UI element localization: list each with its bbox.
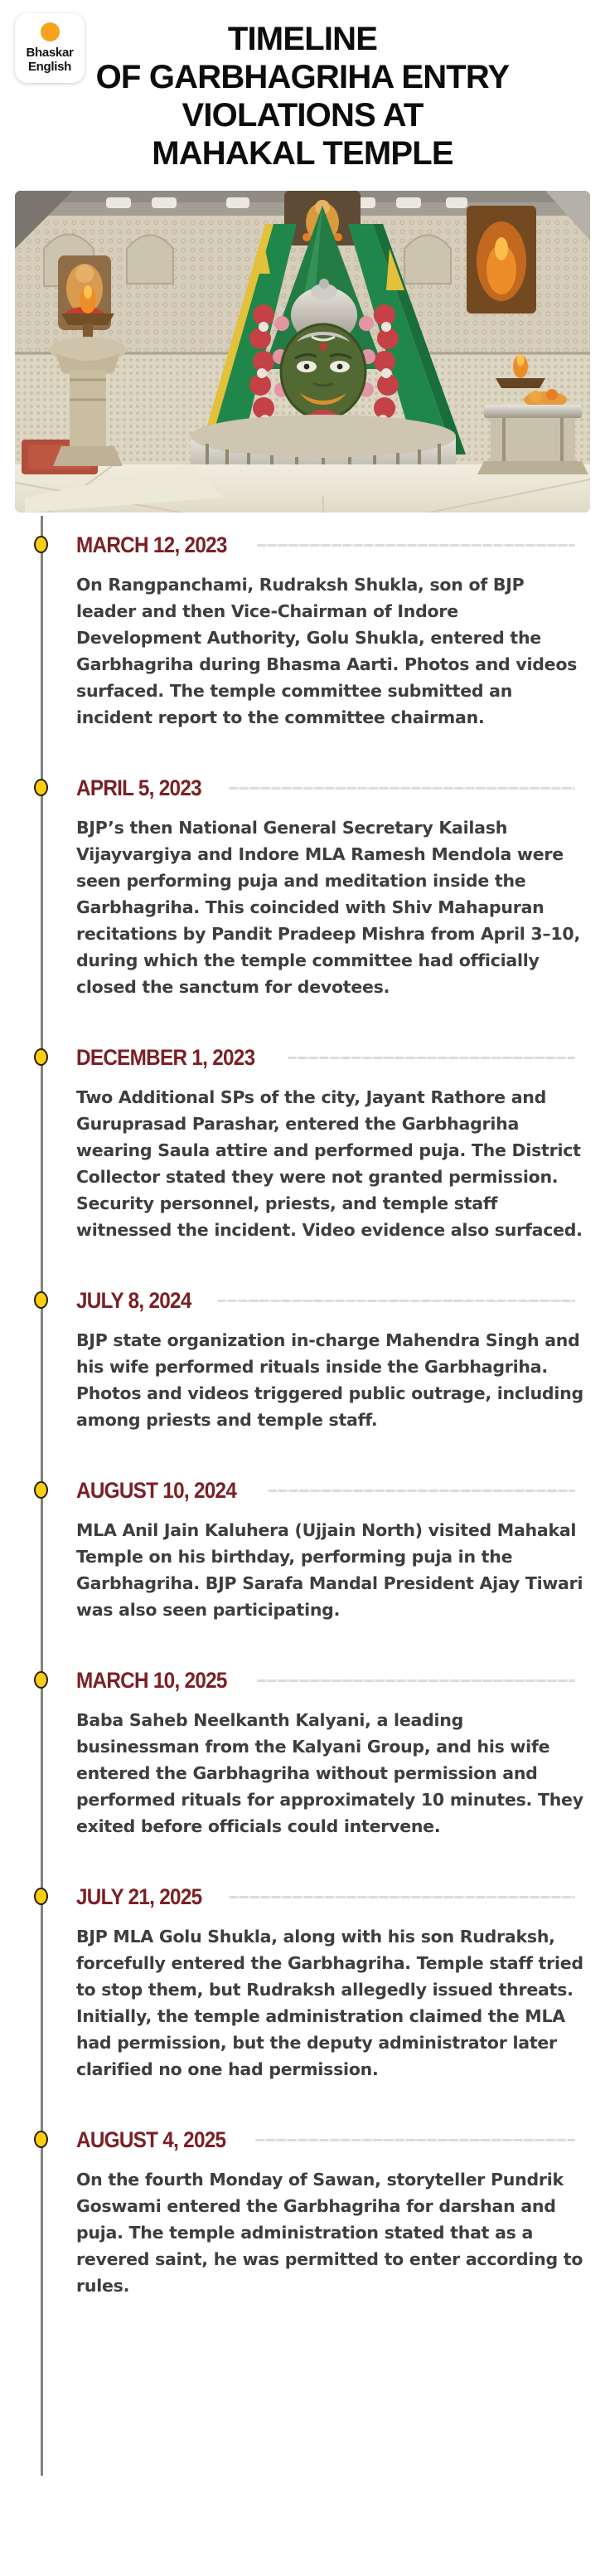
timeline-entry-5 (76, 1478, 585, 1623)
logo-text-line1: Bhaskar (26, 46, 74, 60)
timeline-entry-3 (76, 1045, 585, 1243)
timeline-bullet-icon (34, 779, 48, 796)
entry-date: AUGUST 4, 2025 (76, 2127, 226, 2152)
title-line-2: OF GARBHAGRIHA ENTRY (95, 59, 510, 95)
logo-text-line2: English (27, 60, 72, 74)
page-title (0, 20, 605, 173)
timeline-bullet-icon (34, 1888, 48, 1905)
entry-body: On the fourth Monday of Sawan, storyteller Pundrik Goswami entered the Garbhagriha for darshan and puja. The temple administration stated that as a revered saint, he was permitted to enter according to rules. (76, 2170, 583, 2296)
date-divider-line (229, 1896, 575, 1898)
date-divider-line (257, 1679, 575, 1682)
timeline-entry-8 (76, 2127, 585, 2299)
timeline-entry-1 (76, 532, 585, 731)
entry-date: AUGUST 10, 2024 (76, 1478, 237, 1503)
garbhagriha-photo (15, 191, 590, 513)
timeline-bullet-icon (34, 2131, 48, 2148)
entry-body: BJP MLA Golu Shukla, along with his son Rudraksh, forcefully entered the Garbhagriha. Temple staff tried to stop them, but Rudraksh allegedly issued threats. Initially, the temple administration claimed the MLA had permission, but the deputy administrator later clarified no one had permission. (76, 1927, 583, 2079)
date-divider-line (229, 787, 575, 790)
timeline-bullet-icon (34, 1671, 48, 1689)
timeline-entry-6 (76, 1668, 585, 1840)
timeline-entry-4 (76, 1288, 585, 1433)
entry-body: BJP state organization in-charge Mahendra Singh and his wife performed rituals inside the Garbhagriha. Photos and videos triggered public outrage, including among priests and temple staff. (76, 1330, 583, 1430)
entry-date: JULY 8, 2024 (76, 1288, 191, 1313)
title-line-4: MAHAKAL TEMPLE (152, 135, 453, 172)
entry-date: DECEMBER 1, 2023 (76, 1045, 255, 1070)
entry-body: On Rangpanchami, Rudraksh Shukla, son of BJP leader and then Vice-Chairman of Indore Development Authority, Golu Shukla, entered the Garbhagriha during Bhasma Aarti. Photos and videos surfaced. The temple committee submitted an incident report to the committee chairman. (76, 575, 578, 727)
entry-body: BJP’s then National General Secretary Kailash Vijayvargiya and Indore MLA Ramesh Mendola were seen performing puja and meditation inside the Garbhagriha. This coincided with Shiv Mahapuran recitations by Pandit Pradeep Mishra from April 3–10, during which the temple committee had officially closed the sanctum for devotees. (76, 818, 580, 997)
entry-date: APRIL 5, 2023 (76, 775, 201, 800)
entry-date: MARCH 10, 2025 (76, 1668, 227, 1693)
date-divider-line (255, 2139, 575, 2141)
entry-body: MLA Anil Jain Kaluhera (Ujjain North) visited Mahakal Temple on his birthday, performing puja in the Garbhagriha. BJP Sarafa Mandal President Ajay Tiwari was also seen participating. (76, 1520, 583, 1620)
timeline-bullet-icon (34, 1048, 48, 1066)
garbhagriha-photo-art (15, 191, 590, 513)
entry-date: MARCH 12, 2023 (76, 532, 227, 557)
timeline (0, 532, 605, 2344)
entry-date: JULY 21, 2025 (76, 1884, 202, 1909)
entry-body: Two Additional SPs of the city, Jayant Rathore and Guruprasad Parashar, entered the Garbhagriha wearing Saula attire and performed puja. The District Collector stated they were not granted permission. Security personnel, priests, and temple staff witnessed the incident. Video evidence also surfaced. (76, 1087, 583, 1240)
title-line-1: TIMELINE (227, 21, 378, 57)
entry-body: Baba Saheb Neelkanth Kalyani, a leading businessman from the Kalyani Group, and his wife entered the Garbhagriha without permission and performed rituals for approximately 10 minutes. They exited before officials could intervene. (76, 1710, 583, 1836)
timeline-bullet-icon (34, 1481, 48, 1499)
timeline-entry-7 (76, 1884, 585, 2083)
timeline-bullet-icon (34, 1291, 48, 1309)
timeline-bullet-icon (34, 536, 48, 553)
date-divider-line (217, 1300, 575, 1302)
title-line-3: VIOLATIONS AT (182, 97, 424, 134)
date-divider-line (268, 1490, 575, 1492)
date-divider-line (257, 544, 575, 547)
date-divider-line (288, 1057, 575, 1059)
timeline-entry-2 (76, 775, 585, 1000)
